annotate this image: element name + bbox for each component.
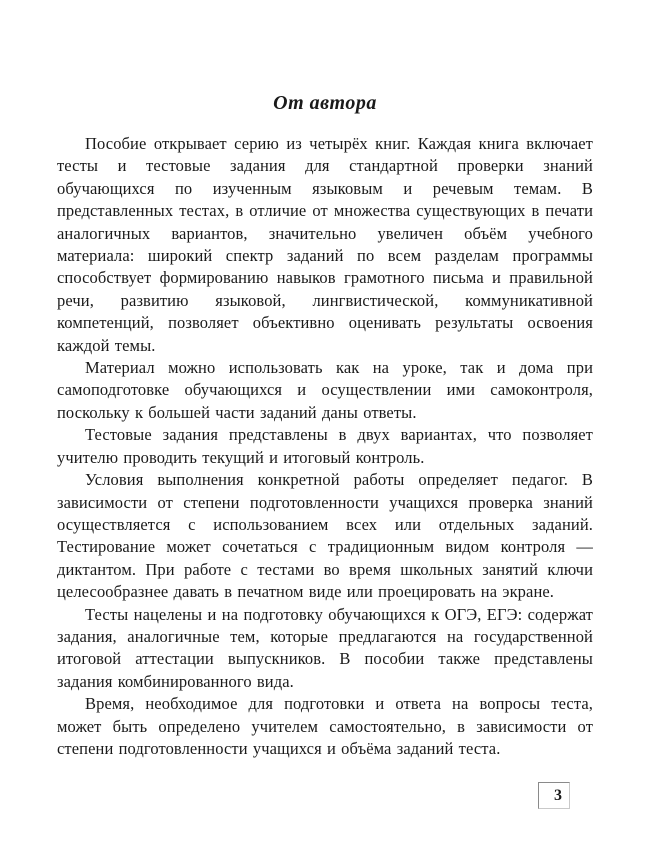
paragraph-3: Тестовые задания представлены в двух вариантах, что позволяет учителю проводить текущий и итоговый контроль. [57,425,593,467]
page-number-box [538,782,570,809]
paragraph-5: Тесты нацелены и на подготовку обучающихся к ОГЭ, ЕГЭ: содержат задания, аналогичные тем, которые предлагаются на государственной итоговой аттестации выпускников. В пособии также представлены задания комбинированного вида. [57,604,593,691]
book-page [57,0,593,865]
paragraph-6: Время, необходимое для подготовки и ответа на вопросы теста, может быть определено учителем самостоятельно, в зависимости от степени подготовленности учащихся и объёма заданий теста. [57,694,593,758]
page-number: 3 [554,786,562,804]
page-title: От автора [273,92,377,114]
paragraph-2: Материал можно использовать как на уроке, так и дома при самоподготовке обучающихся и осуществлении ими самоконтроля, поскольку к большей части заданий даны ответы. [57,358,593,422]
text-block [57,133,593,760]
paragraph-4: Условия выполнения конкретной работы определяет педагог. В зависимости от степени подготовленности учащихся проверка знаний осуществляется с использованием всех или отдельных заданий. Тестирование может сочетаться с традиционным видом контроля — диктантом. При работе с тестами во время школьных занятий ключи целесообразнее давать в печатном виде или проецировать на экране. [57,470,593,602]
paragraph-1: Пособие открывает серию из четырёх книг. Каждая книга включает тесты и тестовые задания для стандартной проверки знаний обучающихся по изученным языковым и речевым темам. В представленных тестах, в отличие от множества существующих в печати аналогичных вариантов, значительно увеличен объём учебного материала: широкий спектр заданий по всем разделам программы способствует формированию навыков грамотного письма и правильной речи, развитию языковой, лингвистической, коммуникативной компетенций, позволяет объективно оценивать результаты освоения каждой темы. [57,134,593,355]
